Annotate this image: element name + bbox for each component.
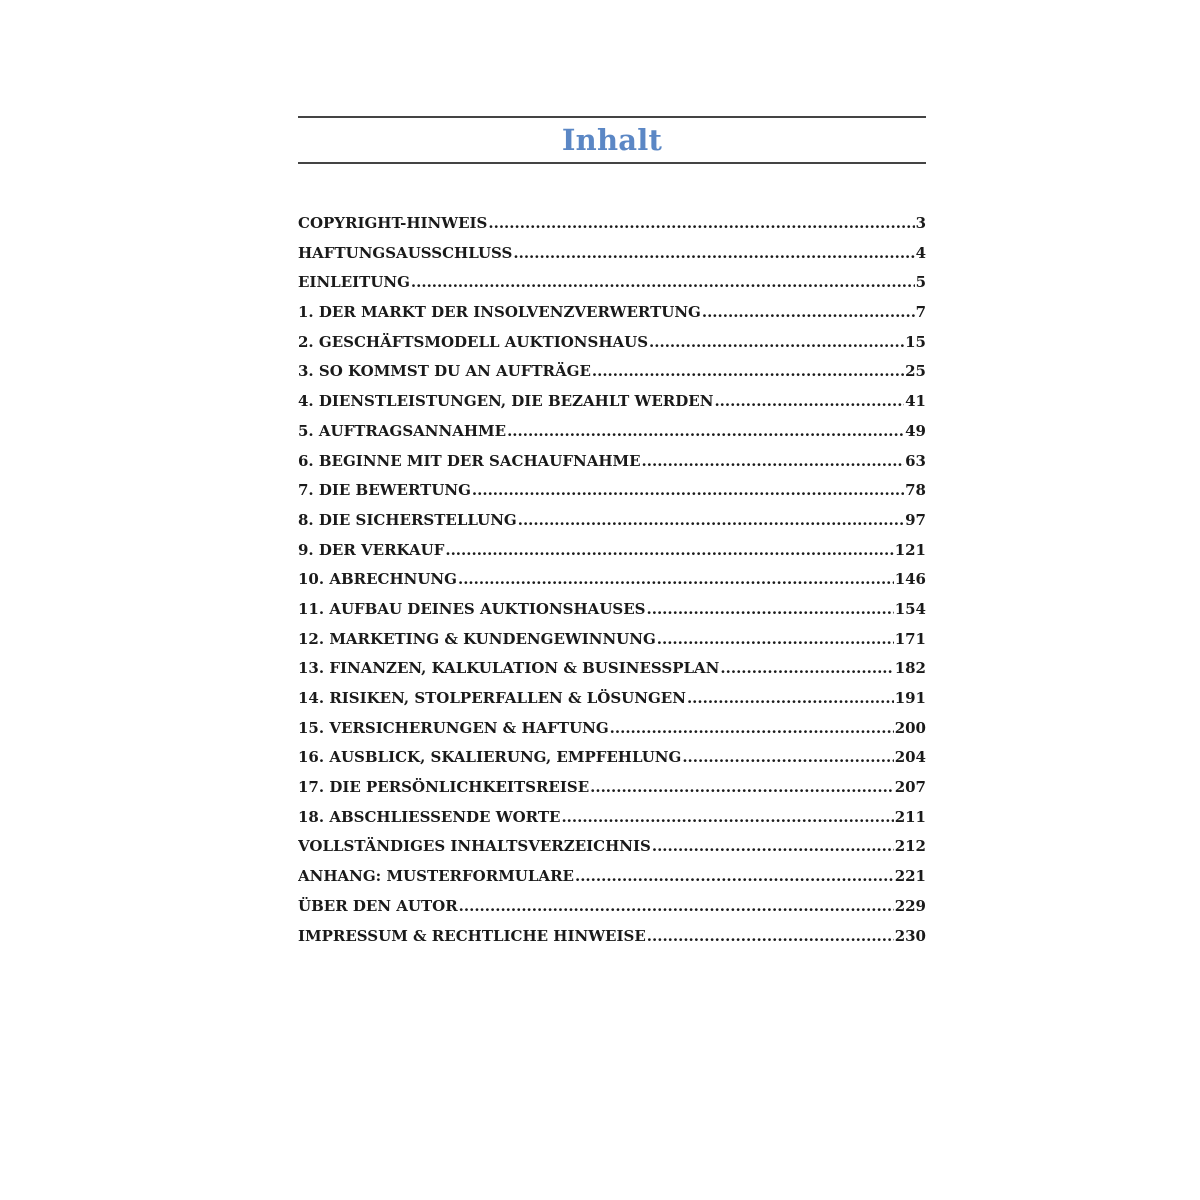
toc-entry[interactable] <box>298 362 926 392</box>
toc-entry-label: 9. DER VERKAUF <box>298 540 445 559</box>
toc-dot-leader <box>459 897 894 915</box>
toc-entry[interactable] <box>298 541 926 571</box>
toc-entry-label: 5. AUFTRAGSANNAHME <box>298 421 507 440</box>
toc-entry[interactable] <box>298 927 926 957</box>
toc-entry-label: 11. AUFBAU DEINES AUKTIONSHAUSES <box>298 599 646 618</box>
toc-entry[interactable] <box>298 630 926 660</box>
toc-entry-label: VOLLSTÄNDIGES INHALTSVERZEICHNIS <box>298 837 651 856</box>
toc-dot-leader <box>682 748 893 766</box>
toc-entry-label: 3. SO KOMMST DU AN AUFTRÄGE <box>298 362 591 381</box>
toc-entry[interactable] <box>298 808 926 838</box>
toc-entry[interactable] <box>298 837 926 867</box>
toc-dot-leader <box>647 927 894 945</box>
toc-entry[interactable] <box>298 600 926 630</box>
table-of-contents <box>298 116 926 956</box>
toc-entry[interactable] <box>298 333 926 363</box>
toc-entry-label: COPYRIGHT-HINWEIS <box>298 214 488 232</box>
toc-entry-page-number: 5 <box>915 273 926 292</box>
toc-entry[interactable] <box>298 689 926 719</box>
toc-entry-page-number: 171 <box>894 629 926 648</box>
toc-entry-page-number: 191 <box>894 689 926 707</box>
toc-entry-label: 13. FINANZEN, KALKULATION & BUSINESSPLAN <box>298 659 720 678</box>
toc-entry-page-number: 211 <box>894 807 926 826</box>
toc-entry[interactable] <box>298 867 926 897</box>
toc-entry-label: 6. BEGINNE MIT DER SACHAUFNAHME <box>298 451 641 470</box>
toc-entry-label: HAFTUNGSAUSSCHLUSS <box>298 243 513 262</box>
toc-entry[interactable] <box>298 481 926 511</box>
toc-entry[interactable] <box>298 392 926 422</box>
toc-entry-page-number: 7 <box>915 303 926 322</box>
toc-entry-page-number: 229 <box>894 896 926 915</box>
toc-entry-label: 4. DIENSTLEISTUNGEN, DIE BEZAHLT WERDEN <box>298 392 714 411</box>
toc-entry-page-number: 15 <box>905 332 926 351</box>
toc-entry[interactable] <box>298 511 926 541</box>
toc-dot-leader <box>411 273 915 291</box>
toc-entry-page-number: 146 <box>894 570 926 589</box>
toc-entry[interactable] <box>298 719 926 749</box>
toc-entry[interactable] <box>298 422 926 452</box>
toc-entry-page-number: 25 <box>905 362 926 381</box>
title-band <box>298 118 926 162</box>
toc-dot-leader <box>652 837 894 855</box>
toc-entry-page-number: 200 <box>894 718 926 737</box>
toc-entry-label: 1. DER MARKT DER INSOLVENZVERWERTUNG <box>298 303 701 322</box>
toc-entry-page-number: 204 <box>894 748 926 767</box>
toc-entry-label: 8. DIE SICHERSTELLUNG <box>298 510 517 529</box>
toc-dot-leader <box>610 719 894 737</box>
toc-dot-leader <box>590 778 894 796</box>
toc-entry-page-number: 97 <box>905 510 926 529</box>
toc-entry[interactable] <box>298 897 926 927</box>
toc-entry-label: 17. DIE PERSÖNLICHKEITSREISE <box>298 778 590 797</box>
toc-dot-leader <box>714 392 904 410</box>
toc-entry-label: IMPRESSUM & RECHTLICHE HINWEISE <box>298 926 646 945</box>
toc-dot-leader <box>687 689 894 707</box>
toc-entry-label: ANHANG: MUSTERFORMULARE <box>298 867 574 886</box>
toc-entry-page-number: 182 <box>894 659 926 678</box>
toc-entry-page-number: 49 <box>905 421 926 440</box>
toc-entry[interactable] <box>298 452 926 482</box>
toc-dot-leader <box>642 452 905 470</box>
toc-dot-leader <box>458 570 894 588</box>
toc-entry-page-number: 230 <box>894 926 926 945</box>
toc-dot-leader <box>702 303 915 321</box>
toc-dot-leader <box>575 867 894 885</box>
toc-entry-label: 12. MARKETING & KUNDENGEWINNUNG <box>298 629 656 648</box>
toc-entry-page-number: 63 <box>905 451 926 470</box>
toc-entry[interactable] <box>298 244 926 274</box>
toc-entry-page-number: 207 <box>894 778 926 797</box>
toc-entry-page-number: 121 <box>894 540 926 559</box>
toc-entry-page-number: 3 <box>915 214 926 232</box>
page-title: Inhalt <box>561 122 663 157</box>
toc-entry-page-number: 4 <box>915 243 926 262</box>
toc-entry-label: EINLEITUNG <box>298 273 410 292</box>
toc-entry[interactable] <box>298 570 926 600</box>
toc-entry-page-number: 221 <box>894 867 926 886</box>
toc-entry-label: 14. RISIKEN, STOLPERFALLEN & LÖSUNGEN <box>298 689 686 707</box>
toc-entry-page-number: 154 <box>894 599 926 618</box>
toc-entry-label: 16. AUSBLICK, SKALIERUNG, EMPFEHLUNG <box>298 748 682 767</box>
toc-entry-label: 15. VERSICHERUNGEN & HAFTUNG <box>298 718 609 737</box>
toc-entry-page-number: 212 <box>894 837 926 856</box>
toc-dot-leader <box>592 362 904 380</box>
toc-entry[interactable] <box>298 273 926 303</box>
toc-entry-page-number: 78 <box>905 481 926 500</box>
toc-entry-label: 7. DIE BEWERTUNG <box>298 481 471 500</box>
toc-entry[interactable] <box>298 303 926 333</box>
toc-dot-leader <box>518 511 904 529</box>
title-bottom-rule <box>298 162 926 164</box>
toc-dot-leader <box>488 214 914 232</box>
toc-entry[interactable] <box>298 214 926 244</box>
toc-entry-label: 18. ABSCHLIESSENDE WORTE <box>298 807 561 826</box>
toc-entry-label: 10. ABRECHNUNG <box>298 570 457 589</box>
toc-entry-label: 2. GESCHÄFTSMODELL AUKTIONSHAUS <box>298 332 649 351</box>
toc-entry[interactable] <box>298 659 926 689</box>
toc-dot-leader <box>445 541 893 559</box>
toc-dot-leader <box>657 630 894 648</box>
toc-entry-label: ÜBER DEN AUTOR <box>298 896 458 915</box>
toc-dot-leader <box>513 244 914 262</box>
toc-dot-leader <box>472 481 904 499</box>
toc-entry[interactable] <box>298 778 926 808</box>
toc-list <box>298 214 926 956</box>
toc-entry[interactable] <box>298 748 926 778</box>
toc-dot-leader <box>720 659 893 677</box>
toc-dot-leader <box>649 333 904 351</box>
toc-dot-leader <box>647 600 894 618</box>
toc-dot-leader <box>561 808 893 826</box>
toc-dot-leader <box>507 422 904 440</box>
toc-entry-page-number: 41 <box>905 392 926 411</box>
